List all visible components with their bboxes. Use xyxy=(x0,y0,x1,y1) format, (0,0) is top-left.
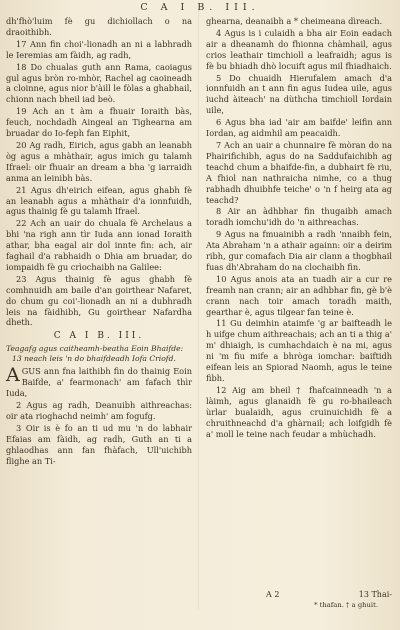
verse-8: 8 Air an àdhbhar fin thugaibh amach toradh iomchu'idh do 'n aithreachas. xyxy=(206,206,392,228)
page-footer xyxy=(206,590,392,610)
verse-18: 18 Do chualas guth ann Rama, caoiagus gul agus bròn ro-mhòr, Rachel ag caoineadh a cloinne, agus nior b'àill le fòlas a ghabhail, chionn nach bheil iad beò. xyxy=(6,61,192,105)
verse-12: 12 Aig am bheil † fhafcainneadh 'n a làimh, agus glanaidh fè gu ro-bhaileach ùrlar bualaidh, agus cruinuichidh fè a chruithneachd d'a ghàrnail; ach loifgidh fè a' moll le teine nach feudar a mhùchadh. xyxy=(206,384,392,439)
verse-1 xyxy=(6,366,192,399)
verse-5: 5 Do chuaidh Hierufalem amach d'a ionnfuidh an t ann fin agus Iudea uile, agus iuchd àiteach' na dùthcha timchioll Iordain uile, xyxy=(206,72,392,116)
verse-16-continuation: dh'fhò'luim fè gu dichiollach o na draoithibh. xyxy=(6,16,192,37)
verse-2: 2 Agus ag radh, Deanuibh aithreachas: oir ata rioghachd neimh' am fogufg. xyxy=(6,400,192,421)
verse-23: 23 Agus thainig fè agus ghabh fè comhnuidh am baile d'an goirthear Nafaret, do chum gu coi'-lionadh an ni a dubhradh leis na fàidhibh, Gu goirthear Nafardha dheth. xyxy=(6,273,192,328)
verse-4: 4 Agus is i culaidh a bha air Eoin eadach air a dheanamh do fhionna chàmhail, agus crios leathair timchioll a leafraidh; agus is fè bu bhiadh dhò locuift agus mil fhiadhaich. xyxy=(206,27,392,71)
verse-11: 11 Gu deimhin ataimfe 'g ar baifteadh le h uifge chum aithreachais; ach an ti a thig a' m' dhiaigh, is cumhachdaich è na mi, agus ni 'm fiu mife a bhròga iomchar: baiftidh eifean leis an Spiorad Naomh, agus le teine fibh. xyxy=(206,318,392,383)
verse-20: 20 Ag radh, Eirich, agus gabh an leanabh òg agus a mhàthair, agus imich gu talamh Ifrael: oir fhuair an dream a bha 'g iarraidh anma an leinibh bàs. xyxy=(6,139,192,183)
verse-3: 3 Oir is è fo an ti ud mu 'n do labhair Efaias am fàidh, ag radh, Guth an ti a ghlaodhas ann fan fhàfach, Ull'uichibh flighe an Ti- xyxy=(6,422,192,466)
verse-7: 7 Ach an uair a chunnaire fè mòran do na Phairifichibh, agus do na Saddufaichibh ag teachd chum a bhaifde-fin, a dubhairt fè riu, A fhiol nan nathraicha nimhe, co a thug rabhadh dhuibhfe teiche' o 'n f heirg ata ag teachd? xyxy=(206,139,392,205)
verse-17: 17 Ann fin choi'-lionadh an ni a labhradh le Ieremias am fàidh, ag radh, xyxy=(6,38,192,60)
chapter-summary: Teagafg agus caitheamh-beatha Eoin Bhaifde: 13 neach leis 'n do bhaifdeadh Iofa Criofd. xyxy=(6,344,184,363)
catchword: 13 Thai- xyxy=(358,590,392,599)
verse-6: 6 Agus bha iad 'air am baifde' leifin ann Iordan, ag aidmhil am peacaidh. xyxy=(206,117,392,139)
verse-1-text: GUS ann fna laithibh fin do thainig Eoin Baifde, a' fearmonach' am fafach thìr Iuda, xyxy=(6,366,192,399)
running-head: C A I B. III. xyxy=(140,2,260,13)
verse-22: 22 Ach an uair do chuala fè Archelaus a bhi 'na righ ann tìr Iuda ann ionad Ioraith athar, bha eagal air dol innte fin: ach, air faghail d'a rabhaidh o Dhia am bruadar, do iompaidh fè gu crìochaibh na Galilee: xyxy=(6,218,192,272)
footnotes: * thafan. † a ghuit. xyxy=(314,601,378,609)
verse-19: 19 Ach an t àm a fhuair Ioraith bàs, feuch, nochdadh Aingeal an Tighearna am bruadar do Io-feph fan Eiphit, xyxy=(6,106,192,139)
drop-cap: A xyxy=(6,364,20,387)
left-column xyxy=(6,16,192,467)
verse-10: 10 Agus anois ata an tuadh air a cur re freamh nan crann; air an adhbhar fin, gè b'è crann nach toir amach toradh maith, gearthar è, agus tilgear fan teine è. xyxy=(206,273,392,317)
signature-mark: A 2 xyxy=(266,590,280,599)
verse-9: 9 Agus na fmuainibh a radh 'nnaibh fein, Ata Abraham 'n a athair againn: oir a deirim ribh, gur comafach Dia air clann a thogbhail fuas dh'Abraham do na clochaibh fin. xyxy=(206,229,392,272)
column-gutter xyxy=(198,10,199,610)
verse-3-continuation: ghearna, deanaibh a * cheimeana dìreach. xyxy=(206,16,383,26)
right-column xyxy=(206,16,392,440)
chapter-heading: C A I B. III. xyxy=(53,331,145,342)
verse-21: 21 Agus dh'eirich eifean, agus ghabh fè an leanabh agus a mhàthair d'a ionnfuidh, agus thainig fè gu talamh Ifrael. xyxy=(6,184,192,217)
